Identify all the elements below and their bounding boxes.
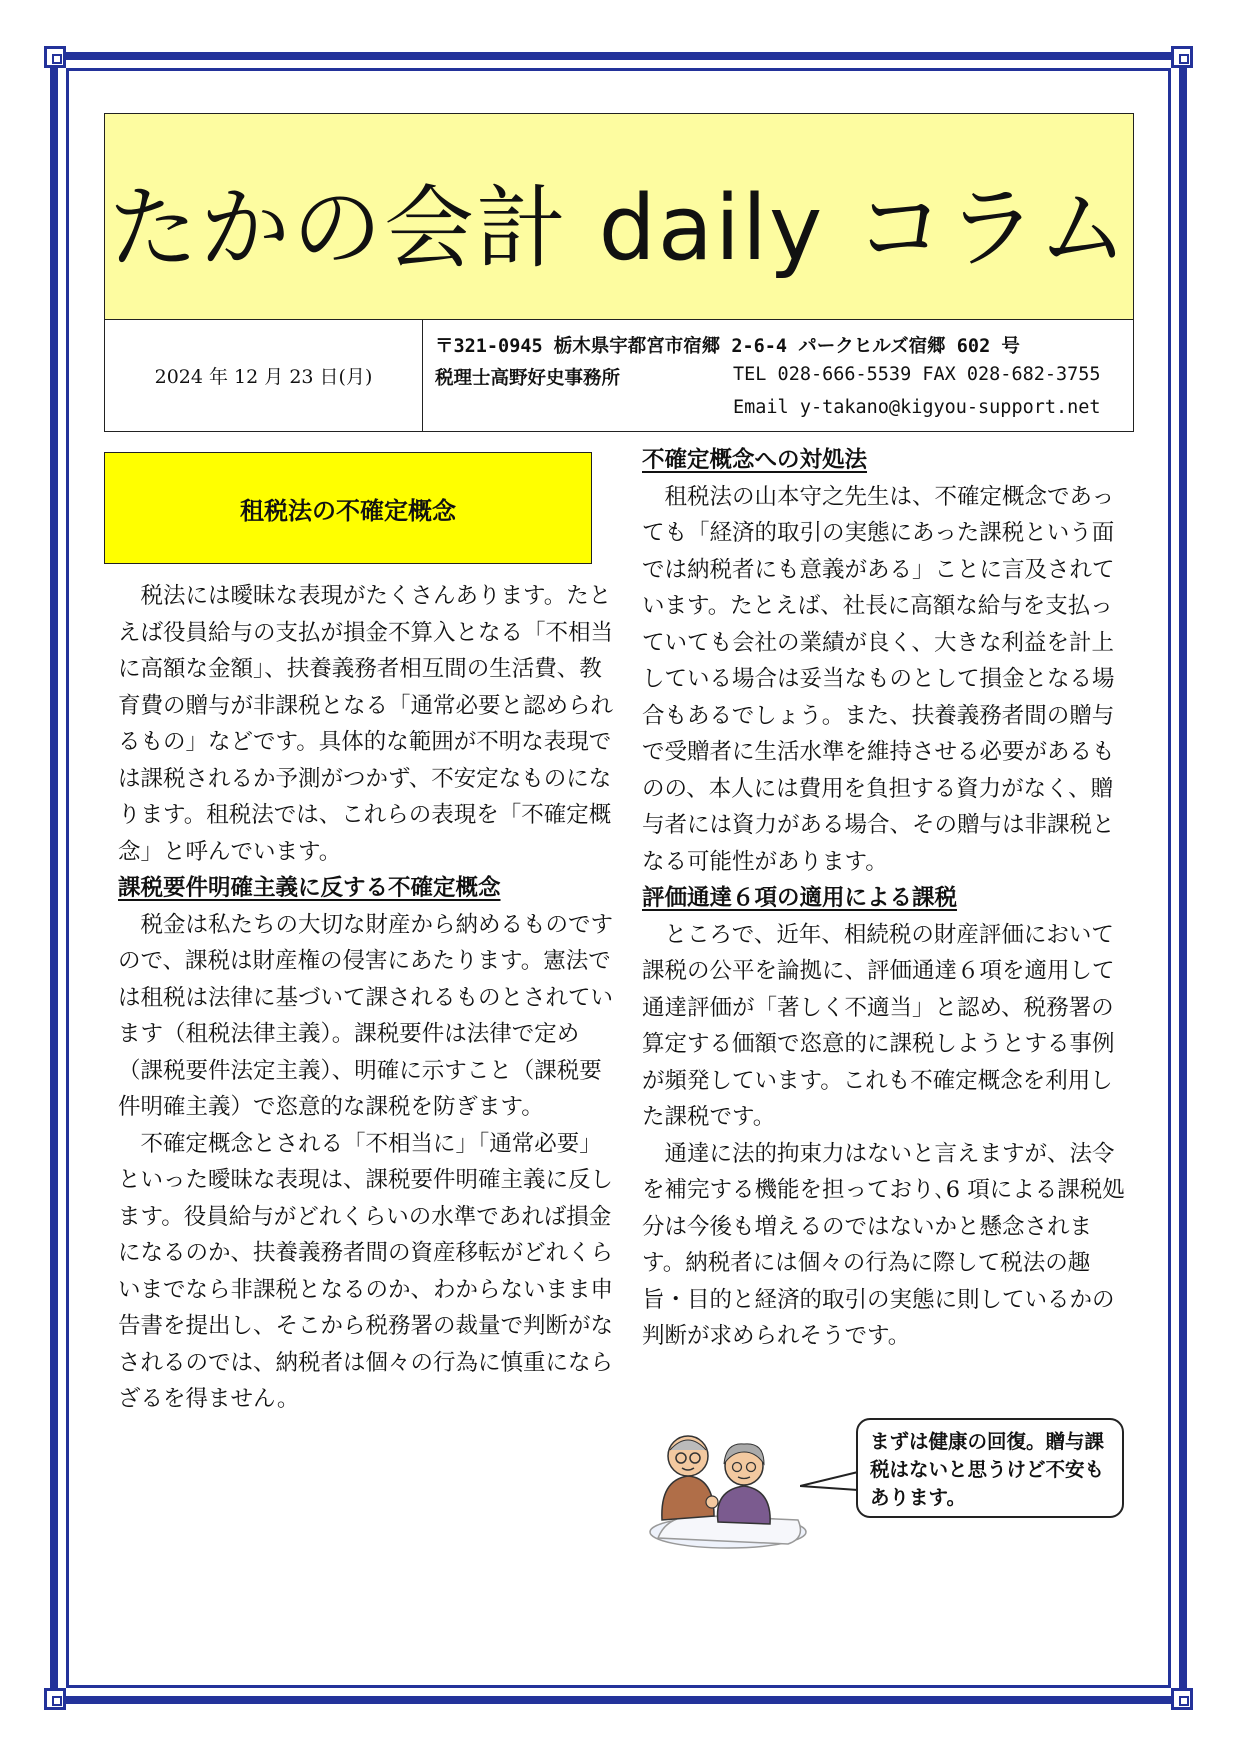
email-address: Email y-takano@kigyou-support.net — [733, 397, 1101, 418]
office-name: 税理士高野好史事務所 — [435, 368, 621, 389]
masthead — [104, 113, 1134, 432]
body-paragraph: 不確定概念とされる「不相当に」「通常必要」といった曖昧な表現は、課税要件明確主義に反します。役員給与がどれくらいの水準であれば損金になるのか、扶養義務者間の資産移転がどれくらいまでなら非課税となるのか、わからないまま申告書を提出し、そこから税務署の裁量で判断がなされるのでは、納税者は個々の行為に慎重にならざるを得ません。 — [118, 1130, 614, 1412]
frame-corner-ornament — [44, 1688, 66, 1710]
section-heading: 課税要件明確主義に反する不確定概念 — [118, 875, 501, 901]
body-paragraph: 税金は私たちの大切な財産から納めるものですので、課税は財産権の侵害にあたります。憲法では租税は法律に基づいて課されるものとされています（租税法律主義）。課税要件は法律で定め（課税要件法定主義）、明確に示すこと（課税要件明確主義）で恣意的な課税を防ぎます。 — [118, 911, 614, 1120]
speech-bubble: まずは健康の回復。贈与課税はないと思うけど不安もあります。 — [856, 1418, 1124, 1518]
elderly-couple-illustration — [648, 1420, 808, 1550]
speech-bubble-tail — [800, 1468, 860, 1498]
body-paragraph: 租税法の山本守之先生は、不確定概念であっても「経済的取引の実態にあった課税という面では納税者にも意義がある」ことに言及されています。たとえば、社長に高額な給与を支払っていても会社の業績が良く、大きな利益を計上している場合は妥当なものとして損金となる場合もあるでしょう。また、扶養義務者間の贈与で受贈者に生活水準を維持させる必要があるものの、本人には費用を負担する資力がなく、贈与者には資力がある場合、その贈与は非課税となる可能性があります。 — [642, 483, 1115, 875]
frame-corner-ornament — [1171, 1688, 1193, 1710]
intro-paragraph: 税法には曖昧な表現がたくさんあります。たとえば役員給与の支払が損金不算入となる「不相当に高額な金額」、扶養義務者相互間の生活費、教育費の贈与が非課税となる「通常必要と認められるもの」などです。具体的な範囲が不明な表現では課税されるか予測がつかず、不安定なものになります。租税法では、これらの表現を「不確定概念」と呼んでいます。 — [118, 583, 614, 865]
issue-date: 2024 年 12 月 23 日(月) — [105, 320, 423, 431]
title-box — [105, 114, 1133, 320]
section-heading: 不確定概念への対処法 — [642, 447, 868, 473]
postal-address: 〒321-0945 栃木県宇都宮市宿郷 2-6-4 パークヒルズ宿郷 602 号 — [435, 336, 1020, 357]
frame-corner-ornament — [44, 46, 66, 68]
frame-corner-ornament — [1171, 46, 1193, 68]
office-line — [435, 364, 1101, 390]
body-paragraph: 通達に法的拘束力はないと言えますが、法令を補完する機能を担っており､6 項による課税処分は今後も増えるのではないかと懸念されます。納税者には個々の行為に際して税法の趣旨・目的と経済的取引の実態に則しているかの判断が求められそうです。 — [642, 1140, 1125, 1349]
right-column — [642, 442, 1130, 1355]
section-heading: 評価通達６項の適用による課税 — [642, 885, 958, 911]
left-column — [118, 578, 615, 1418]
topic-title: 租税法の不確定概念 — [240, 496, 456, 525]
topic-box — [104, 452, 592, 564]
page-title: たかの会計 daily コラム — [108, 175, 1130, 281]
body-paragraph: ところで、近年、相続税の財産評価において課税の公平を論拠に、評価通達６項を適用して通達評価が「著しく不適当」と認め、税務署の算定する価額で恣意的に課税しようとする事例が頻発しています。これも不確定概念を利用した課税です。 — [642, 921, 1115, 1130]
tel-fax: TEL 028-666-5539 FAX 028-682-3755 — [733, 364, 1101, 385]
contact-info — [423, 320, 1133, 431]
